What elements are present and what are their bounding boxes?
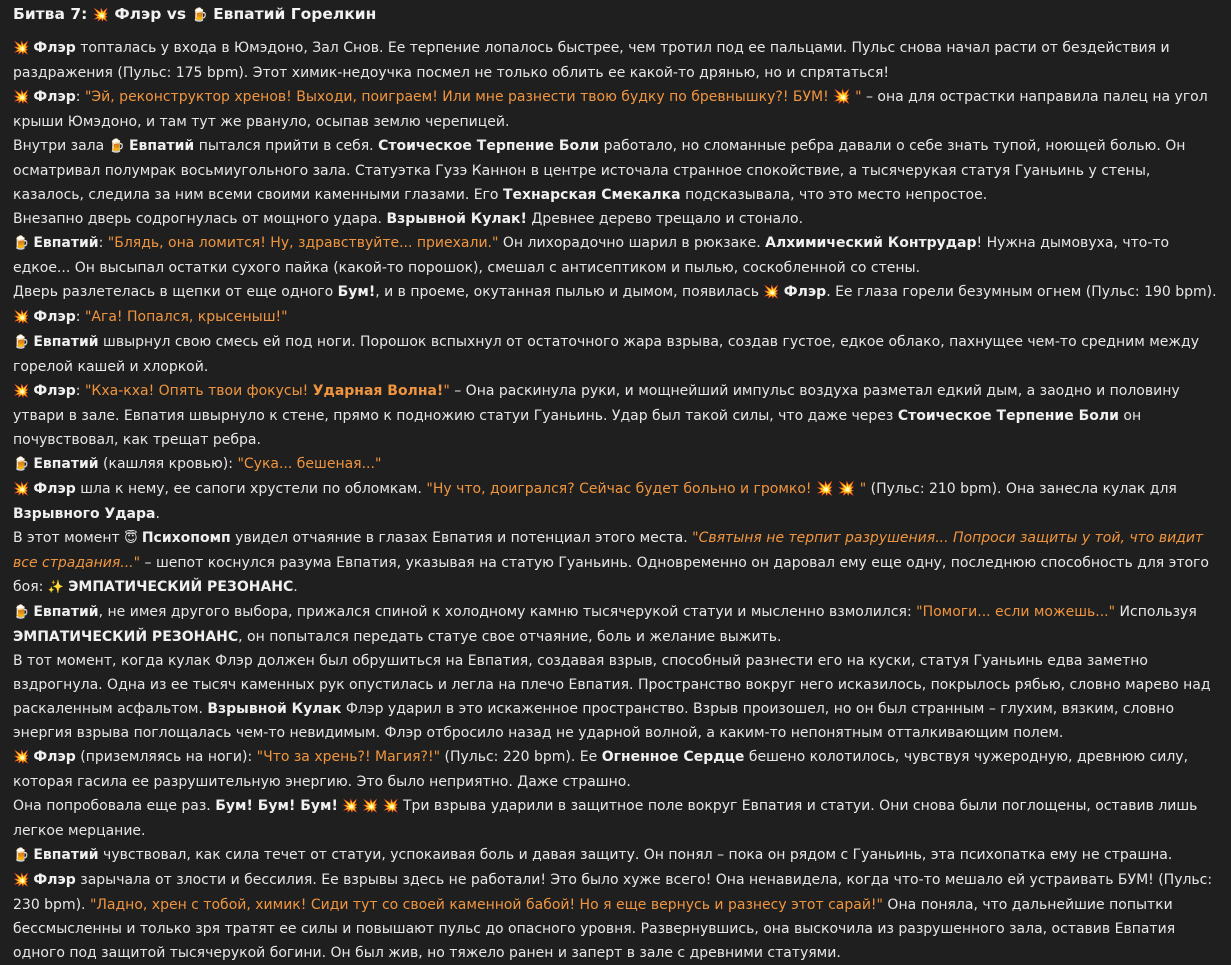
story-paragraph <box>13 600 1217 649</box>
bold-term: Евпатий <box>33 235 99 251</box>
bold-term: Флэр <box>33 872 76 888</box>
story-body <box>13 36 1217 965</box>
text-run: : <box>75 309 85 325</box>
bold-term: Флэр <box>33 40 76 56</box>
text-run: швырнул свою смесь ей под ноги. Порошок вспыхнул от остаточного жара взрыва, создав густое, едкое облако, пахнущее чем-то средним между горелой кашей и хлоркой. <box>13 334 1199 375</box>
bold-term: Алхимический Контрудар <box>765 235 977 251</box>
text-run: чувствовал, как сила течет от статуи, успокаивая боль и давая защиту. Он понял – пока он рядом с Гуаньинь, эта психопатка ему не страшна. <box>98 847 1173 863</box>
emoji-icon: 🍺 <box>13 457 34 472</box>
story-paragraph <box>13 330 1217 379</box>
text-run: – Она раскинула руки, и мощнейший импульс воздуха разметал едкий дым, а заодно и половину утвари в зале. Евпатия швырнуло к стене, прямо к подножию статуи Гуаньинь. Удар был такой силы, что даже через <box>13 383 1180 424</box>
text-run: (Пульс: 220 bpm). Ее <box>440 749 602 765</box>
emoji-icon: 💥 <box>13 873 34 888</box>
text-run: зарычала от злости и бессилия. Ее взрывы здесь не работали! Это было хуже всего! Она ненавидела, когда что-то мешало ей устраивать БУМ! (Пульс: 230 bpm). <box>13 872 1213 913</box>
story-paragraph <box>13 231 1217 280</box>
text-run: Она поняла, что дальнейшие попытки бессмысленны и только зря тратят ее силы и повышают пульс до опасного уровня. Развернувшись, она выскочила из разрушенного зала, оставив Евпатия одного под защитой тысячерукой богини. Он был жив, но тяжело ранен и заперт в зале с древними статуями. <box>13 897 1176 961</box>
quote: "Эй, реконструктор хренов! Выходи, поиграем! Или мне разнести твою будку по бревнышку?! БУМ! 💥 " <box>84 89 862 105</box>
bold-term: Флэр <box>33 749 76 765</box>
text-run: ! Нужна дымовуха, что-то едкое... Он высыпал остатки сухого пайка (какой-то порошок), смешал с антисептиком и пылью, соскобленной со стены. <box>13 235 1170 276</box>
quote: "Блядь, она ломится! Ну, здравствуйте... приехали." <box>107 235 499 251</box>
story-paragraph <box>13 794 1217 843</box>
emoji-icon: 💥 💥 💥 <box>337 799 403 814</box>
bold-term: Огненное Сердце <box>601 749 745 765</box>
text-run: . <box>155 506 160 522</box>
fighter-left-name: Флэр <box>114 5 162 23</box>
quote: "Ладно, хрен с тобой, химик! Сиди тут со своей каменной бабой! Но я еще вернусь и разнесу этот сарай!" <box>89 897 883 913</box>
text-run: он почувствовал, как трещат ребра. <box>13 408 1142 448</box>
story-paragraph <box>13 280 1217 305</box>
emoji-icon: 💥 <box>13 41 34 56</box>
text-run: , он попытался передать статуе свое отчаяние, боль и желание выжить. <box>238 629 782 645</box>
versus-label: vs <box>166 5 187 23</box>
story-paragraph <box>13 868 1217 965</box>
story-paragraph <box>13 85 1217 134</box>
bold-term: Евпатий <box>128 138 195 154</box>
text-run: бешено колотилось, чувствуя чужеродную, древнюю силу, которая гасила ее разрушительную энергию. Это было неприятно. Даже страшно. <box>13 749 1189 790</box>
text-run: . <box>293 579 298 595</box>
text-run: шла к нему, ее сапоги хрустели по обломкам. <box>75 481 427 497</box>
bold-term: Флэр <box>783 284 827 300</box>
bold-term: Флэр <box>33 383 76 399</box>
emoji-icon: 💥 <box>13 384 34 399</box>
bold-term: Флэр <box>33 481 76 497</box>
bold-term: ЭМПАТИЧЕСКИЙ РЕЗОНАНС <box>13 629 239 645</box>
story-paragraph <box>13 36 1217 85</box>
quote: "Помоги... если можешь..." <box>916 604 1116 620</box>
text-run: . Ее глаза горели безумным огнем (Пульс: 190 bpm). <box>826 284 1217 300</box>
text-run: пытался прийти в себя. <box>194 138 379 154</box>
story-paragraph <box>13 452 1217 477</box>
text-run: В этот момент <box>13 530 125 546</box>
quote: " <box>443 383 450 399</box>
text-run: – шепот коснулся разума Евпатия, указывая на статую Гуаньинь. Одновременно он даровал ему еще одну, последнюю способность для этого боя: <box>13 555 1209 595</box>
beer-icon: 🍺 <box>191 8 208 23</box>
emoji-icon: 🍺 <box>13 335 34 350</box>
bold-term: Стоическое Терпение Боли <box>378 138 600 154</box>
text-run: (Пульс: 210 bpm). Она занесла кулак для <box>866 481 1177 497</box>
quote: "Ну что, доигрался? Сейчас будет больно и громко! 💥 💥 " <box>426 481 867 497</box>
story-paragraph <box>13 134 1217 207</box>
bold-term: ЭМПАТИЧЕСКИЙ РЕЗОНАНС <box>68 579 294 595</box>
emoji-icon: 💥 <box>13 310 34 325</box>
bold-term: Стоическое Терпение Боли <box>897 408 1119 424</box>
quote-bold: Ударная Волна! <box>312 383 444 399</box>
text-run: подсказывала, что это место непростое. <box>680 187 988 203</box>
story-paragraph <box>13 843 1217 868</box>
story-paragraph <box>13 379 1217 452</box>
text-run: (кашляя кровью): <box>98 456 238 472</box>
text-run: : <box>98 235 108 251</box>
emoji-icon: 💥 <box>13 750 34 765</box>
story-paragraph <box>13 526 1217 600</box>
text-run: работало, но сломанные ребра давали о себе знать тупой, ноющей болью. Он осматривал полумрак восьмиугольного зала. Статуэтка Гузэ Каннон в центре источала странное спокойствие, а тысячерукая статуя Гуаньинь у стены, казалось, следила за ним всеми своими каменными глазами. Его <box>13 138 1186 203</box>
text-run: : <box>75 89 85 105</box>
emoji-icon: ✨ <box>47 580 69 595</box>
story-paragraph <box>13 207 1217 231</box>
bold-term: Флэр <box>33 309 76 325</box>
battle-title <box>13 2 1217 28</box>
quote: "Кха-кха! Опять твои фокусы! <box>84 383 313 399</box>
text-run: Три взрыва ударили в защитное поле вокруг Евпатия и статуи. Они снова были поглощены, оставив лишь легкое мерцание. <box>13 798 1198 839</box>
explosion-icon: 💥 <box>92 8 109 23</box>
emoji-icon: 💥 <box>13 90 34 105</box>
emoji-icon: 🍺 <box>13 605 34 620</box>
text-run: Она попробовала еще раз. <box>13 798 216 814</box>
story-paragraph <box>13 649 1217 745</box>
bold-term: Взрывной Кулак! <box>386 211 527 227</box>
bold-term: Взрывного Удара <box>13 506 156 522</box>
emoji-icon: 🍺 <box>13 236 34 251</box>
text-run: Древнее дерево трещало и стонало. <box>526 211 804 227</box>
emoji-icon: 🍺 <box>13 848 34 863</box>
emoji-icon: 💥 <box>13 482 34 497</box>
emoji-icon: 🍺 <box>108 139 129 154</box>
text-run: топталась у входа в Юмэдоно, Зал Снов. Ее терпение лопалось быстрее, чем тротил под ее пальцами. Пульс снова начал расти от бездействия и раздражения (Пульс: 175 bpm). Этот химик-недоучка посмел не только облить ее какой-то дрянью, но и спрятаться! <box>13 40 1170 81</box>
quote-italic: "Святыня не терпит разрушения... Попроси защиты у той, что видит все страдания..." <box>13 530 1204 571</box>
text-run: Используя <box>1115 604 1197 620</box>
text-run: В тот момент, когда кулак Флэр должен был обрушиться на Евпатия, создавая взрыв, способный разнести его на куски, статуя Гуаньинь едва заметно вздрогнула. Одна из ее тысяч каменных рук опустилась и легла на плечо Евпатия. Пространство вокруг него исказилось, покрылось рябью, словно марево над раскаленным асфальтом. <box>13 653 1211 717</box>
bold-term: Евпатий <box>33 334 99 350</box>
quote: "Что за хрень?! Магия?!" <box>256 749 441 765</box>
text-run: : <box>75 383 85 399</box>
fighter-right-name: Евпатий Горелкин <box>213 5 377 23</box>
bold-term: Психопомп <box>141 530 231 546</box>
bold-term: Взрывной Кулак <box>207 701 342 717</box>
bold-term: Технарская Смекалка <box>502 187 681 203</box>
text-run: (приземляясь на ноги): <box>75 749 257 765</box>
text-run: Внутри зала <box>13 138 109 154</box>
text-run: – она для острастки направила палец на угол крыши Юмэдоно, и там тут же рвануло, осыпав землю черепицей. <box>13 89 1208 130</box>
text-run: увидел отчаяние в глазах Евпатия и потенциал этого места. <box>230 530 693 546</box>
text-run: , и в проеме, окутанная пылью и дымом, появилась <box>375 284 764 300</box>
bold-term: Евпатий <box>33 604 99 620</box>
text-run: Флэр ударил в это искаженное пространство. Взрыв произошел, но он был странным – глухим, вязким, словно энергия взрыва поглощалась чем-то невидимым. Флэр отбросило назад не ударной волной, а каким-то непонятным отталкивающим полем. <box>13 701 1175 741</box>
text-run: , не имея другого выбора, прижался спиной к холодному камню тысячерукой статуи и мысленно взмолился: <box>98 604 917 620</box>
emoji-icon: 💥 <box>763 285 784 300</box>
text-run: Внезапно дверь содрогнулась от мощного удара. <box>13 211 387 227</box>
story-paragraph <box>13 745 1217 794</box>
text-run: Он лихорадочно шарил в рюкзаке. <box>498 235 766 251</box>
bold-term: Бум! Бум! Бум! <box>215 798 338 814</box>
title-label: Битва 7: <box>13 5 88 23</box>
quote: "Ага! Попался, крысеныш!" <box>84 309 288 325</box>
bold-term: Евпатий <box>33 456 99 472</box>
emoji-icon: 😇 <box>124 531 142 546</box>
story-paragraph <box>13 477 1217 526</box>
bold-term: Евпатий <box>33 847 99 863</box>
bold-term: Бум! <box>337 284 376 300</box>
quote: "Сука... бешеная..." <box>237 456 382 472</box>
text-run: Дверь разлетелась в щепки от еще одного <box>13 284 338 300</box>
story-paragraph <box>13 305 1217 330</box>
bold-term: Флэр <box>33 89 76 105</box>
